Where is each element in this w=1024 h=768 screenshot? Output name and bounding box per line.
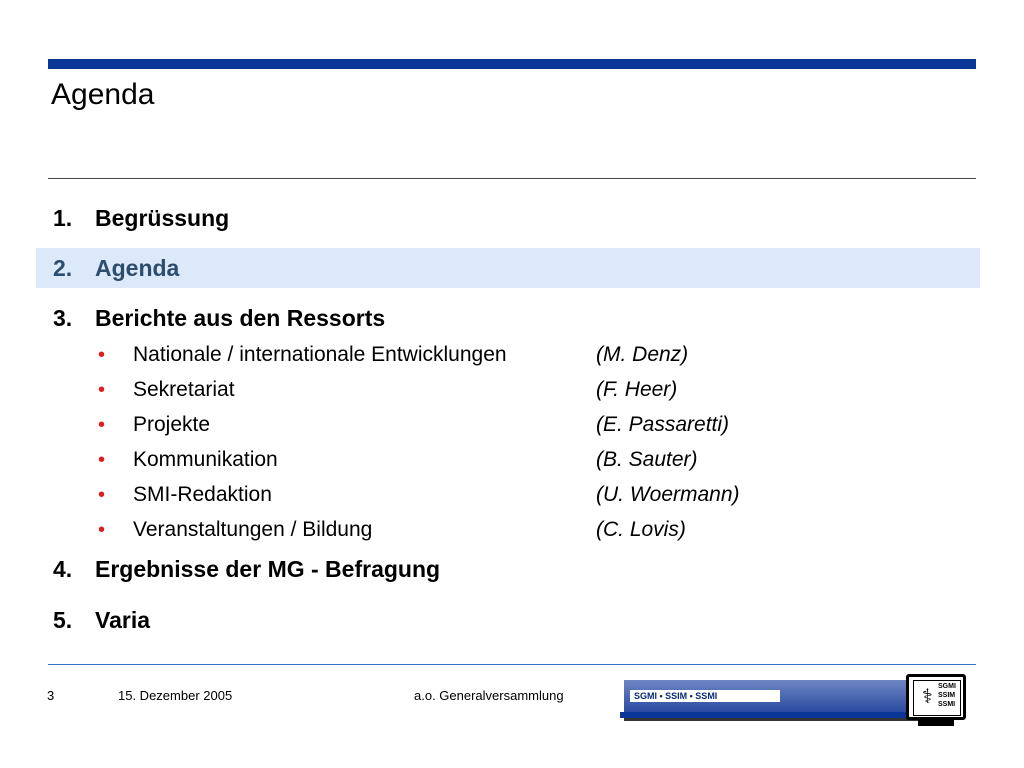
sub-item-person: (E. Passaretti): [596, 413, 730, 436]
item-number: 1.: [53, 205, 73, 231]
sub-item-person: (F. Heer): [596, 378, 678, 401]
item-label: Berichte aus den Ressorts: [95, 305, 386, 331]
sub-item: [0, 514, 1000, 546]
item-number: 5.: [53, 607, 73, 633]
item-label: Ergebnisse der MG - Befragung: [95, 556, 441, 582]
sub-item-person: (B. Sauter): [596, 448, 698, 471]
agenda-item-1: [36, 198, 980, 238]
sub-item-text: Sekretariat: [133, 378, 235, 401]
sub-item: [0, 444, 1000, 476]
logo-strip-text: SGMI • SSIM • SSMI: [630, 690, 780, 702]
agenda-item-2-highlighted: [36, 248, 980, 288]
sgmi-logo: [620, 672, 980, 732]
slide-title: Agenda: [51, 78, 155, 111]
agenda-item-4: [36, 549, 980, 589]
sub-item-person: (M. Denz): [596, 343, 689, 366]
monitor-icon: [906, 674, 966, 720]
logo-code-line: SGMI: [938, 683, 956, 690]
sub-item-text: Projekte: [133, 413, 211, 436]
bullet-icon: •: [98, 414, 106, 436]
sub-item-text: Veranstaltungen / Bildung: [133, 518, 373, 541]
sub-item-person: (C. Lovis): [596, 518, 686, 541]
sub-item-text: Kommunikation: [133, 448, 278, 471]
page-number: 3: [47, 688, 55, 703]
logo-shadow: [624, 718, 924, 721]
title-divider: [48, 178, 976, 179]
bullet-icon: •: [98, 484, 106, 506]
item-number: 2.: [53, 255, 73, 281]
sub-item-text: Nationale / internationale Entwicklungen: [133, 343, 507, 366]
caduceus-icon: ⚕: [922, 686, 933, 708]
footer-divider: [48, 664, 976, 665]
sub-item: [0, 339, 1000, 371]
footer-date: 15. Dezember 2005: [118, 688, 233, 703]
sub-item: [0, 479, 1000, 511]
bullet-icon: •: [98, 449, 106, 471]
sub-item: [0, 374, 1000, 406]
logo-code-line: SSMI: [938, 701, 956, 708]
logo-code-line: SSIM: [938, 692, 956, 699]
item-label: Agenda: [95, 255, 180, 281]
bullet-icon: •: [98, 344, 106, 366]
sub-item-text: SMI-Redaktion: [133, 483, 272, 506]
bullet-icon: •: [98, 379, 106, 401]
agenda-item-5: [36, 600, 980, 640]
agenda-item-3: [36, 298, 980, 338]
item-number: 3.: [53, 305, 73, 331]
sub-item: [0, 409, 1000, 441]
logo-band: [624, 680, 924, 712]
bullet-icon: •: [98, 519, 106, 541]
item-label: Begrüssung: [95, 205, 230, 231]
item-number: 4.: [53, 556, 73, 582]
footer-event: a.o. Generalversammlung: [414, 688, 564, 703]
monitor-stand: [918, 720, 954, 726]
item-label: Varia: [95, 607, 150, 633]
sub-item-person: (U. Woermann): [596, 483, 740, 506]
logo-code: [938, 682, 956, 709]
header-bar: [48, 59, 976, 69]
monitor-screen: [913, 680, 961, 716]
